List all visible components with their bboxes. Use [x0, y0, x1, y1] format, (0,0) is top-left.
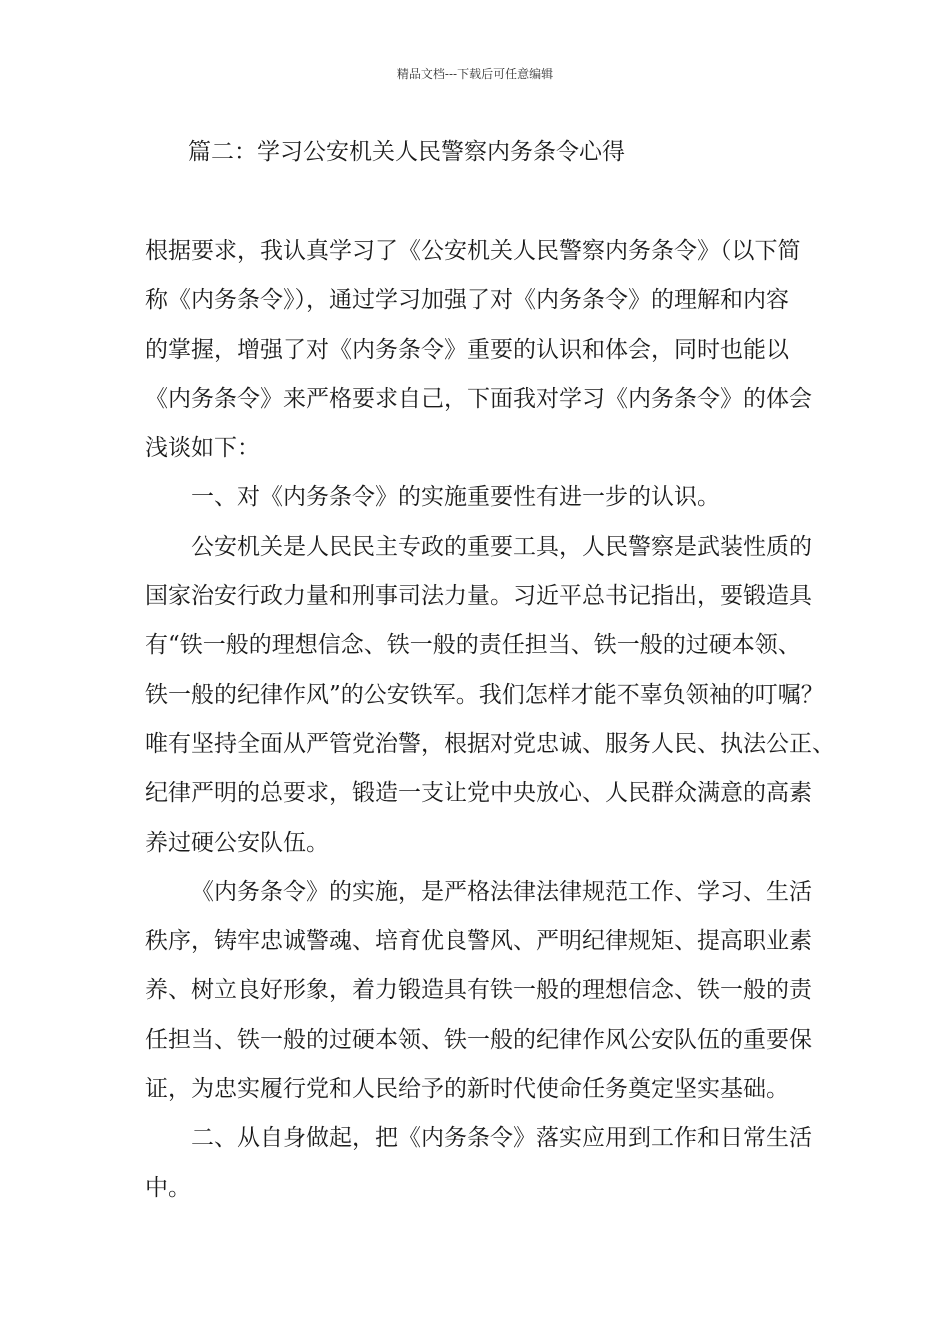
text-line: 唯有坚持全面从严管党治警，根据对党忠诚、服务人民、执法公正、	[145, 730, 835, 757]
document-body	[145, 232, 835, 1218]
text-line: 证，为忠实履行党和人民给予的新时代使命任务奠定坚实基础。	[145, 1076, 789, 1103]
text-line: 根据要求，我认真学习了《公安机关人民警察内务条令》（以下简	[145, 238, 801, 264]
text-line: 称《内务条令》），通过学习加强了对《内务条令》的理解和内容	[145, 287, 789, 314]
text-line: 《内务条令》的实施，是严格法律法律规范工作、学习、生活	[191, 878, 812, 905]
text-line: 养过硬公安队伍。	[145, 829, 329, 856]
text-line: 公安机关是人民民主专政的重要工具，人民警察是武装性质的	[191, 533, 812, 560]
text-line: 有“铁一般的理想信念、铁一般的责任担当、铁一般的过硬本领、	[145, 632, 801, 659]
page-header: 精品文档---下载后可任意编辑	[396, 67, 554, 81]
section-heading: 一、对《内务条令》的实施重要性有进一步的认识。	[191, 484, 720, 511]
text-line: 铁一般的纪律作风”的公安铁军。我们怎样才能不辜负领袖的叮嘱？	[145, 681, 824, 708]
text-line: 《内务条令》来严格要求自己，下面我对学习《内务条令》的体会	[145, 385, 812, 412]
document-title: 篇二：学习公安机关人民警察内务条令心得	[188, 139, 625, 165]
text-line: 养、树立良好形象，着力锻造具有铁一般的理想信念、铁一般的责	[145, 977, 812, 1004]
text-line: 中。	[145, 1174, 191, 1201]
text-line: 任担当、铁一般的过硬本领、铁一般的纪律作风公安队伍的重要保	[145, 1026, 812, 1053]
text-line: 秩序，铸牢忠诚警魂、培育优良警风、严明纪律规矩、提高职业素	[145, 928, 812, 955]
text-line: 纪律严明的总要求，锻造一支让党中央放心、人民群众满意的高素	[145, 780, 812, 807]
text-line: 的掌握，增强了对《内务条令》重要的认识和体会，同时也能以	[145, 336, 789, 363]
text-line: 国家治安行政力量和刑事司法力量。习近平总书记指出，要锻造具	[145, 583, 812, 610]
text-line: 浅谈如下：	[145, 435, 260, 462]
section-heading: 二、从自身做起，把《内务条令》落实应用到工作和日常生活	[191, 1125, 812, 1152]
